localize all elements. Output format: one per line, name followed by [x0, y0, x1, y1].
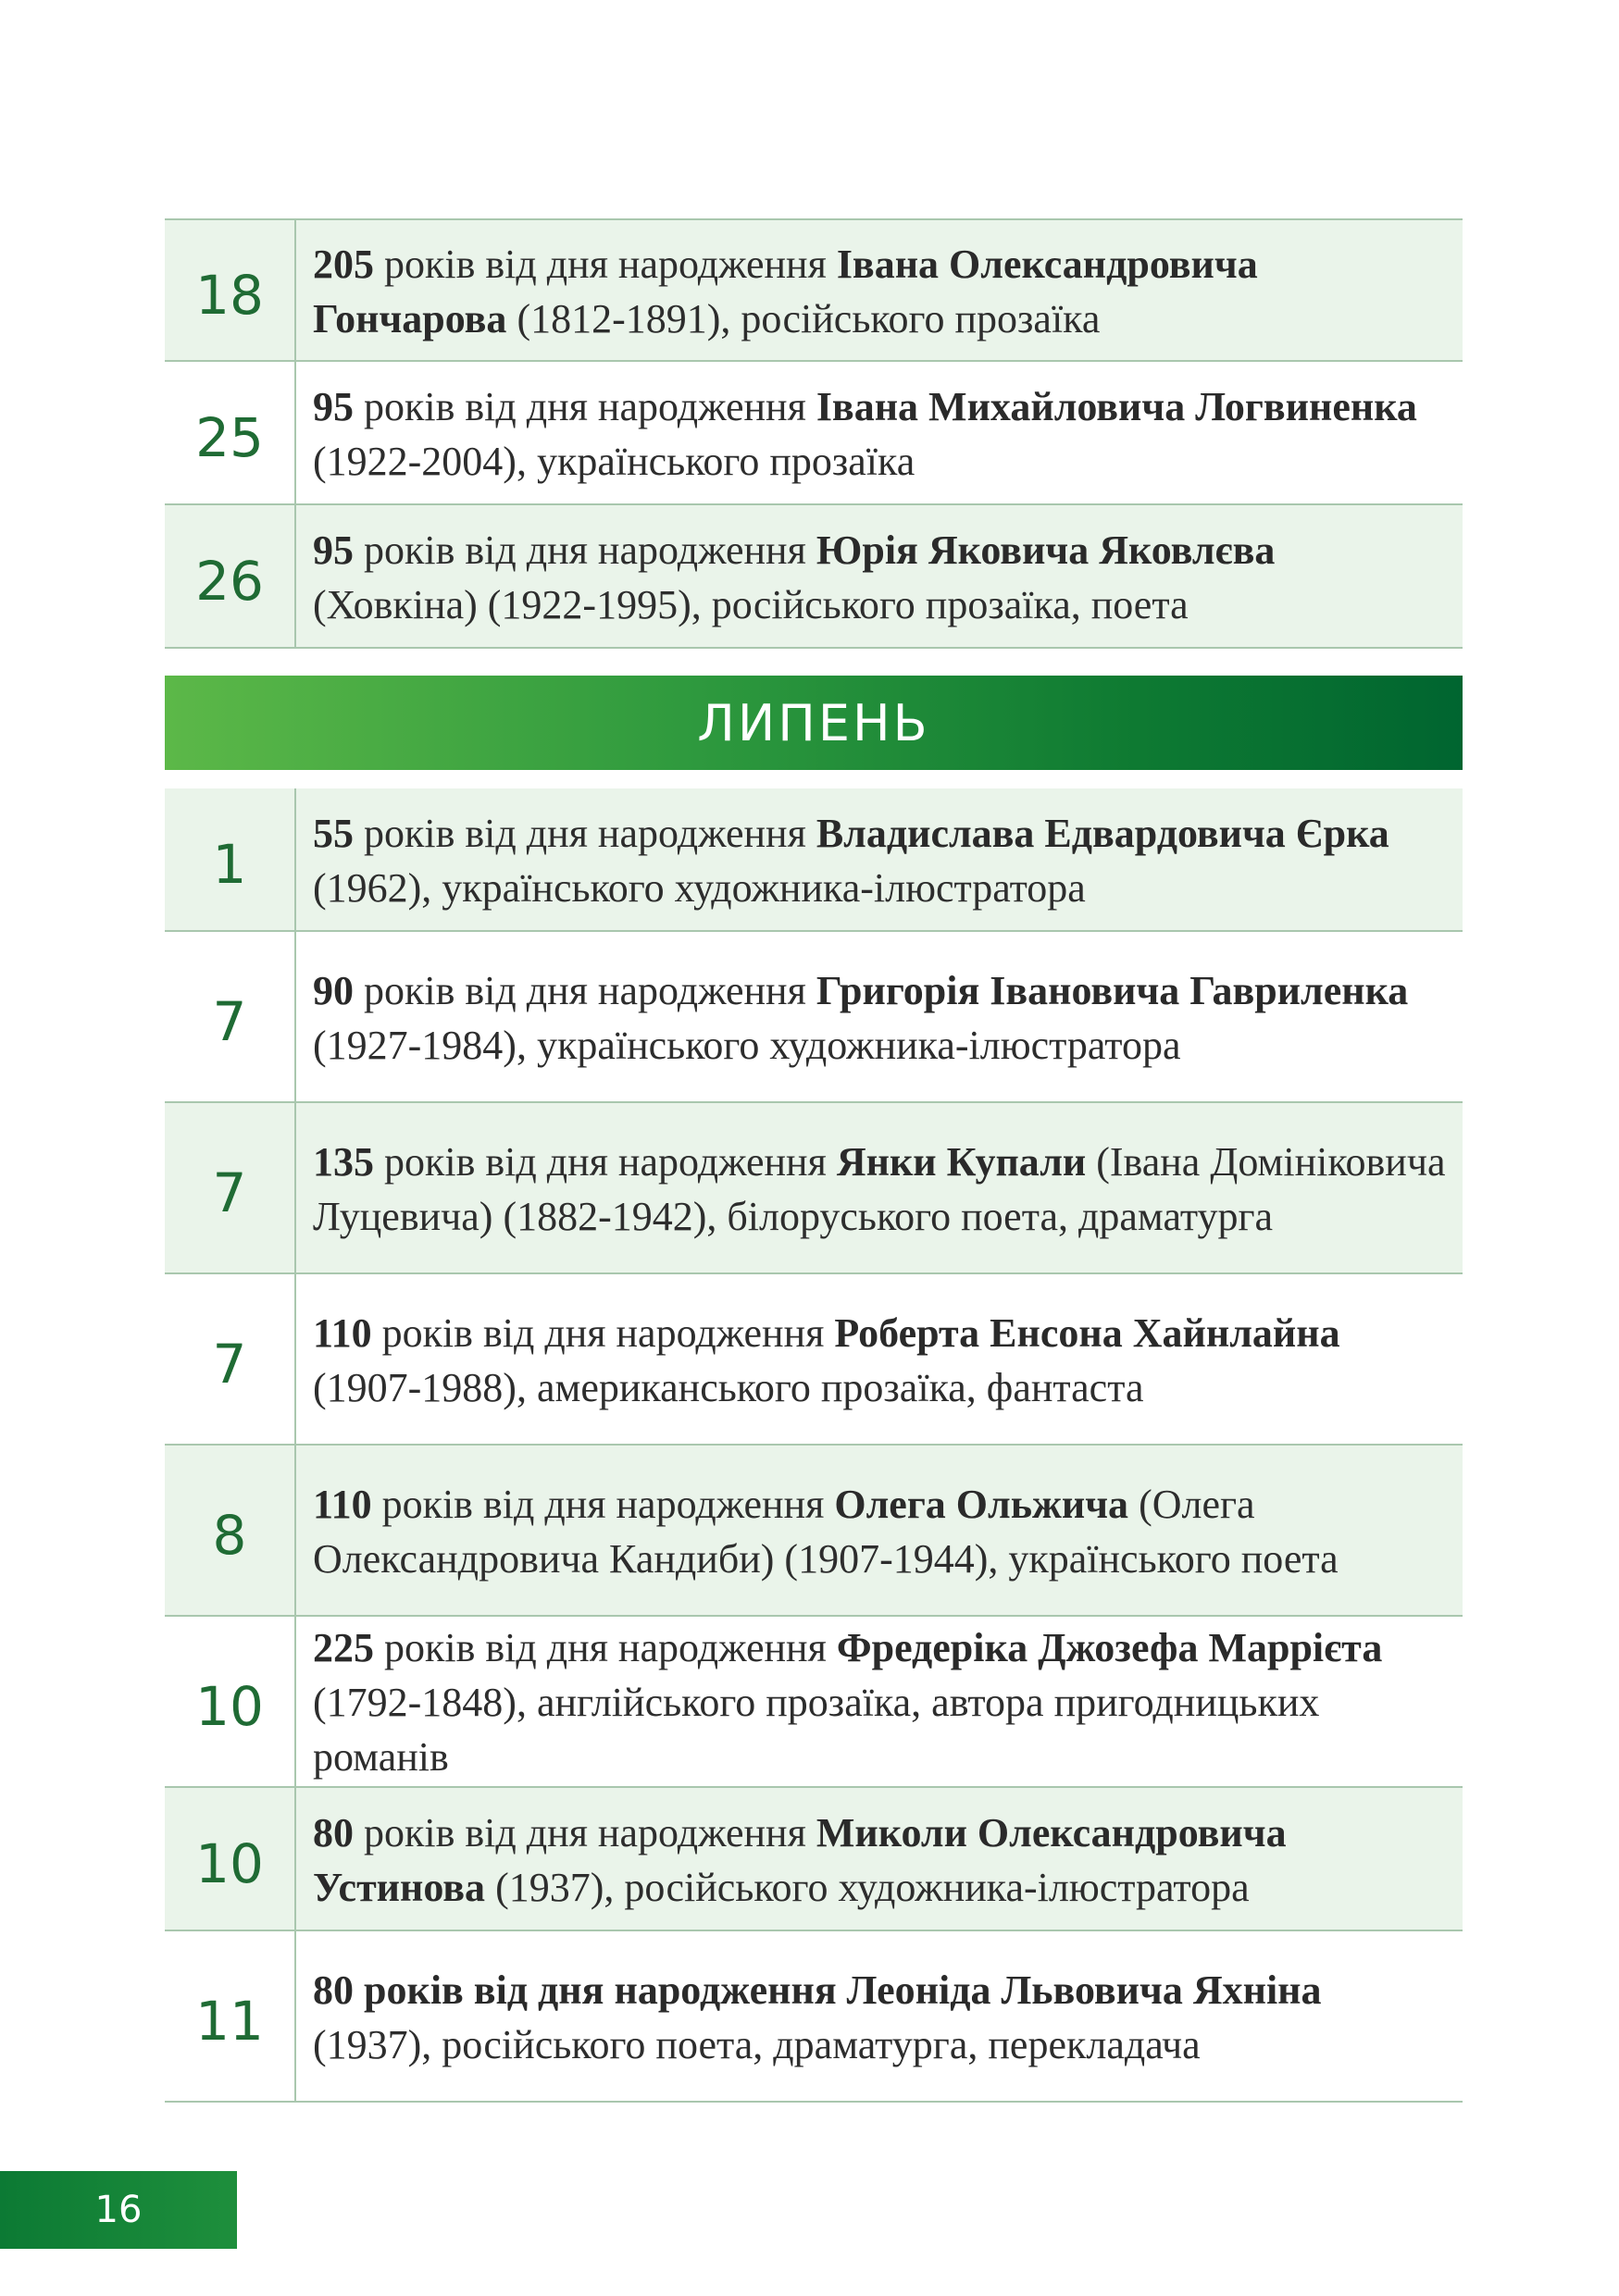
row-text	[296, 788, 1463, 930]
row-day: 7	[165, 1103, 296, 1272]
row-phrase	[837, 1967, 847, 2013]
row-text	[296, 220, 1463, 360]
july-table	[165, 788, 1463, 2103]
row-day: 1	[165, 788, 296, 930]
month-title: ЛИПЕНЬ	[697, 693, 930, 752]
row-day: 11	[165, 1931, 296, 2101]
years-count: 80 років від дня народження	[313, 1967, 837, 2013]
row-details: (Ховкіна) (1922-1995), російського прозаїка, поета	[313, 581, 1189, 627]
person-name: Олега Ольжича	[834, 1481, 1129, 1527]
table-row	[165, 218, 1463, 362]
years-count: 90	[313, 967, 354, 1013]
years-count: 110	[313, 1481, 372, 1527]
person-name: Фредеріка Джозефа Маррієта	[836, 1625, 1383, 1670]
years-count: 205	[313, 241, 374, 287]
row-details: (1907-1988), американського прозаїка, фантаста	[313, 1364, 1144, 1410]
years-count: 95	[313, 383, 354, 429]
page-number-box	[0, 2171, 237, 2249]
row-day: 18	[165, 220, 296, 360]
row-day: 25	[165, 362, 296, 503]
table-row	[165, 1788, 1463, 1931]
years-count: 95	[313, 527, 354, 573]
page-number: 16	[94, 2189, 143, 2231]
table-row	[165, 1274, 1463, 1446]
row-details: (Олега Олександровича Кандиби) (1907-1944), українського поета	[313, 1481, 1339, 1582]
table-row	[165, 362, 1463, 505]
table-row	[165, 788, 1463, 932]
row-phrase: років від дня народження	[354, 383, 816, 429]
row-details: (1792-1848), англійського прозаїка, автора пригодницьких романів	[313, 1680, 1320, 1780]
years-count: 110	[313, 1309, 372, 1356]
person-name: Миколи Олександровича Устинова	[313, 1809, 1287, 1910]
row-phrase: років від дня народження	[371, 1481, 835, 1527]
row-day: 10	[165, 1617, 296, 1786]
row-text	[296, 1103, 1463, 1272]
row-details: (Івана Домініковича Луцевича) (1882-1942), білоруського поета, драматурга	[313, 1138, 1446, 1239]
row-day: 8	[165, 1446, 296, 1615]
years-count: 80	[313, 1809, 354, 1855]
row-text	[296, 505, 1463, 647]
row-phrase: років від дня народження	[354, 1809, 816, 1855]
person-name: Івана Олександровича Гончарова	[313, 241, 1258, 341]
row-text	[296, 362, 1463, 503]
table-row	[165, 505, 1463, 649]
row-day: 7	[165, 932, 296, 1101]
row-text	[296, 1617, 1463, 1786]
row-phrase: років від дня народження	[374, 1138, 837, 1185]
person-name: Владислава Едвардовича Єрка	[816, 810, 1389, 856]
row-text	[296, 1446, 1463, 1615]
row-day: 10	[165, 1788, 296, 1930]
table-row	[165, 1931, 1463, 2103]
table-row	[165, 1103, 1463, 1274]
row-text	[296, 1274, 1463, 1444]
row-phrase: років від дня народження	[371, 1309, 835, 1356]
person-name: Роберта Енсона Хайнлайна	[834, 1309, 1340, 1356]
row-phrase: років від дня народження	[374, 241, 837, 287]
row-text	[296, 1788, 1463, 1930]
table-row	[165, 1617, 1463, 1788]
month-banner	[165, 676, 1463, 770]
table-row	[165, 932, 1463, 1103]
person-name: Янки Купали	[836, 1138, 1087, 1185]
june-table	[165, 218, 1463, 649]
row-details: (1812-1891), російського прозаїка	[506, 295, 1101, 341]
row-details: (1937), російського поета, драматурга, перекладача	[313, 2021, 1201, 2067]
person-name: Івана Михайловича Логвиненка	[816, 383, 1417, 429]
row-day: 7	[165, 1274, 296, 1444]
row-details: (1962), українського художника-ілюстратора	[313, 864, 1086, 911]
years-count: 135	[313, 1138, 374, 1185]
row-details: (1927-1984), українського художника-ілюстратора	[313, 1022, 1181, 1068]
person-name: Леоніда Львовича Яхніна	[846, 1967, 1322, 2013]
row-text	[296, 932, 1463, 1101]
row-phrase: років від дня народження	[354, 810, 816, 856]
row-details: (1937), російського художника-ілюстратора	[485, 1864, 1250, 1910]
row-day: 26	[165, 505, 296, 647]
table-row	[165, 1446, 1463, 1617]
row-text	[296, 1931, 1463, 2101]
person-name: Юрія Яковича Яковлєва	[816, 527, 1276, 573]
row-phrase: років від дня народження	[354, 967, 816, 1013]
years-count: 225	[313, 1625, 374, 1670]
row-details: (1922-2004), українського прозаїка	[313, 438, 915, 484]
years-count: 55	[313, 810, 354, 856]
row-phrase: років від дня народження	[374, 1625, 837, 1670]
person-name: Григорія Івановича Гавриленка	[816, 967, 1409, 1013]
row-phrase: років від дня народження	[354, 527, 816, 573]
